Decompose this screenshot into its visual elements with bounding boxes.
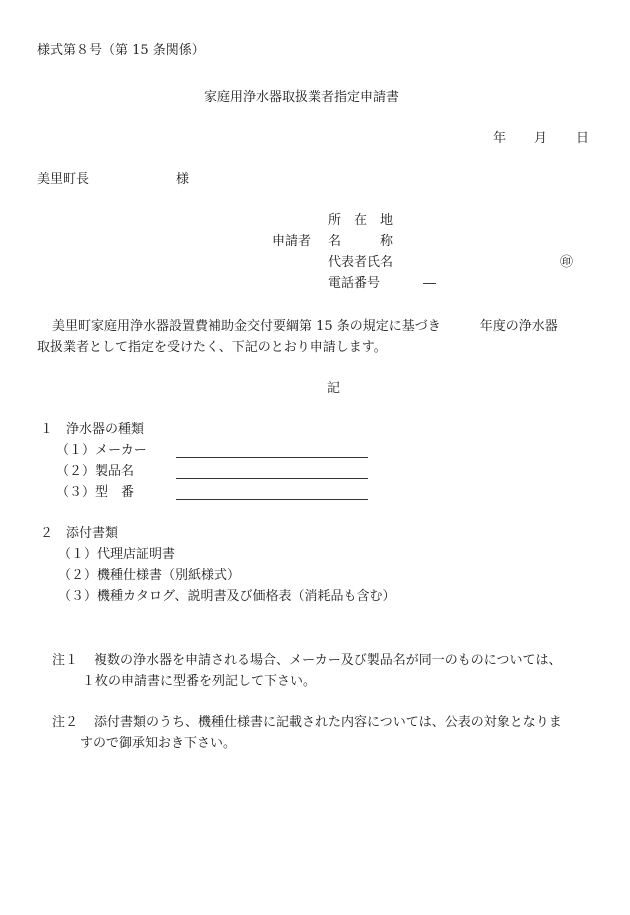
seal-mark: ㊞ [560,255,574,270]
date-year-label: 年 [493,131,507,146]
phone-label: 電話番号 [328,276,381,291]
section-1-heading: １ 浄水器の種類 [40,422,145,437]
note-label: 注１ [52,653,79,668]
note-text-line-1: 添付書類のうち、機種仕様書に記載された内容については、公表の対象となりま [94,715,562,730]
addressee-name: 美里町長 [37,172,90,187]
maker-label: （１）メーカー [56,443,147,458]
applicant-role-label: 申請者 [272,234,312,249]
body-line-1: 美里町家庭用浄水器設置費補助金交付要綱第 15 条の規定に基づき 年度の浄水器 [52,319,558,334]
address-label: 所 在 地 [328,213,394,228]
date-month-label: 月 [534,131,548,146]
model-number-label: （３）型 番 [56,485,135,500]
note-text-line-2: １枚の申請書に型番を列記して下さい。 [82,674,317,689]
body-line-2: 取扱業者として指定を受けたく、下記のとおり申請します。 [37,340,387,355]
product-name-blank-line [176,478,368,479]
section-2-heading: ２ 添付書類 [40,526,119,541]
phone-dash: ― [423,276,436,291]
attachment-item: （１）代理店証明書 [58,547,176,562]
note-text-line-1: 複数の浄水器を申請される場合、メーカー及び製品名が同一のものについては、 [94,653,562,668]
attachment-item: （３）機種カタログ、説明書及び価格表（消耗品も含む） [58,589,396,604]
addressee-honorific: 様 [176,172,190,187]
note-label: 注２ [52,715,79,730]
note-text-line-2: すので御承知おき下さい。 [80,736,237,751]
document-title: 家庭用浄水器取扱業者指定申請書 [204,90,400,105]
representative-label: 代表者氏名 [328,255,394,270]
company-name-label: 名 称 [328,234,394,249]
attachment-item: （２）機種仕様書（別紙様式） [58,568,241,583]
record-label: 記 [327,381,341,396]
date-day-label: 日 [576,131,590,146]
product-name-label: （２）製品名 [56,464,135,479]
maker-blank-line [176,457,368,458]
model-number-blank-line [176,499,368,500]
form-number: 様式第８号（第 15 条関係） [37,43,205,58]
